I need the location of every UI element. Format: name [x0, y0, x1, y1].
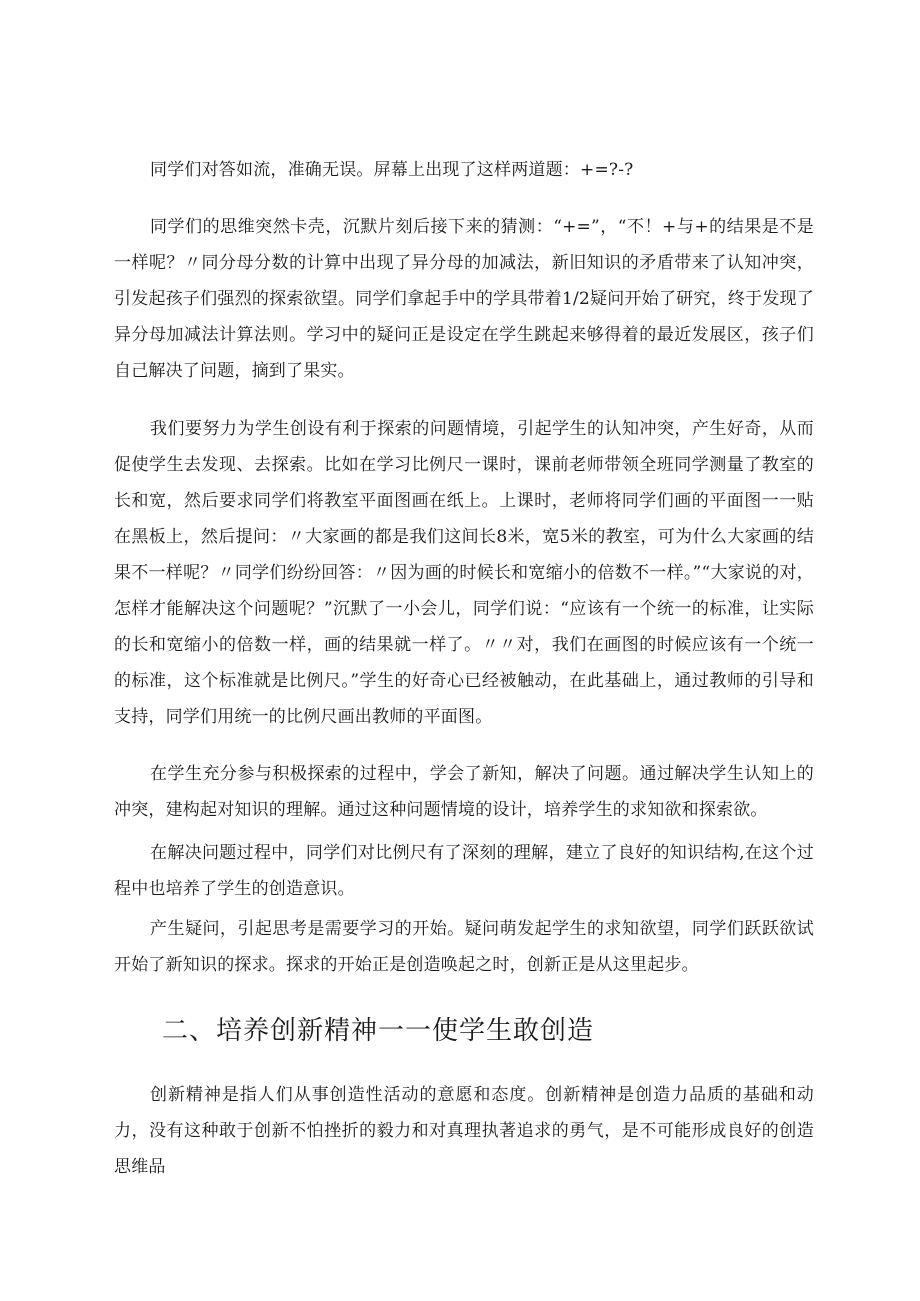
- paragraph-fraction-conflict: 同学们的思维突然卡壳，沉默片刻后接下来的猜测：“+=”，“不！+与+的结果是不是一样呢？〃同分母分数的计算中出现了异分母的加减法，新旧知识的矛盾带来了认知冲突，引发起孩子们强烈的探索欲望。同学们拿起手中的学具带着1/2疑问开始了研究，终于发现了异分母加减法计算法则。学习中的疑问正是设定在学生跳起来够得着的最近发展区，孩子们自己解决了问题，摘到了果实。: [114, 217, 814, 381]
- paragraph-doubt-beginning: 产生疑问，引起思考是需要学习的开始。疑问萌发起学生的求知欲望，同学们跃跃欲试开始了新知识的探求。探求的开始正是创造唤起之时，创新正是从这里起步。: [114, 919, 814, 975]
- paragraph-active-exploration: 在学生充分参与积极探索的过程中，学会了新知，解决了问题。通过解决学生认知上的冲突，建构起对知识的理解。通过这种问题情境的设计，培养学生的求知欲和探索欲。: [114, 764, 814, 820]
- section-heading: 二、培养创新精神一一使学生敢创造: [162, 1016, 595, 1046]
- paragraph-knowledge-structure: 在解决问题过程中，同学们对比例尺有了深刻的理解，建立了良好的知识结构,在这个过程中也培养了学生的创造意识。: [114, 843, 814, 899]
- paragraph-answers-fluent: 同学们对答如流，准确无误。屏幕上出现了这样两道题：+=?-?: [150, 160, 634, 180]
- paragraph-scale-lesson: 我们要努力为学生创设有利于探索的问题情境，引起学生的认知冲突，产生好奇，从而促使学生去发现、去探索。比如在学习比例尺一课时，课前老师带领全班同学测量了教室的长和宽，然后要求同学们将教室平面图画在纸上。上课时，老师将同学们画的平面图一一贴在黑板上，然后提问：〃大家画的都是我们这间长8米，宽5米的教室，可为什么大家画的结果不一样呢？〃同学们纷纷回答：〃因为画的时候长和宽缩小的倍数不一样。”“大家说的对，怎样才能解决这个问题呢？”沉默了一小会儿，同学们说：“应该有一个统一的标准，让实际的长和宽缩小的倍数一样，画的结果就一样了。〃〃对，我们在画图的时候应该有一个统一的标准，这个标准就是比例尺。”学生的好奇心已经被触动，在此基础上，通过教师的引导和支持，同学们用统一的比例尺画出教师的平面图。: [114, 419, 814, 727]
- paragraph-innovation-spirit: 创新精神是指人们从事创造性活动的意愿和态度。创新精神是创造力品质的基础和动力，没有这种敢于创新不怕挫折的毅力和对真理执著追求的勇气，是不可能形成良好的创造思维品: [114, 1085, 814, 1177]
